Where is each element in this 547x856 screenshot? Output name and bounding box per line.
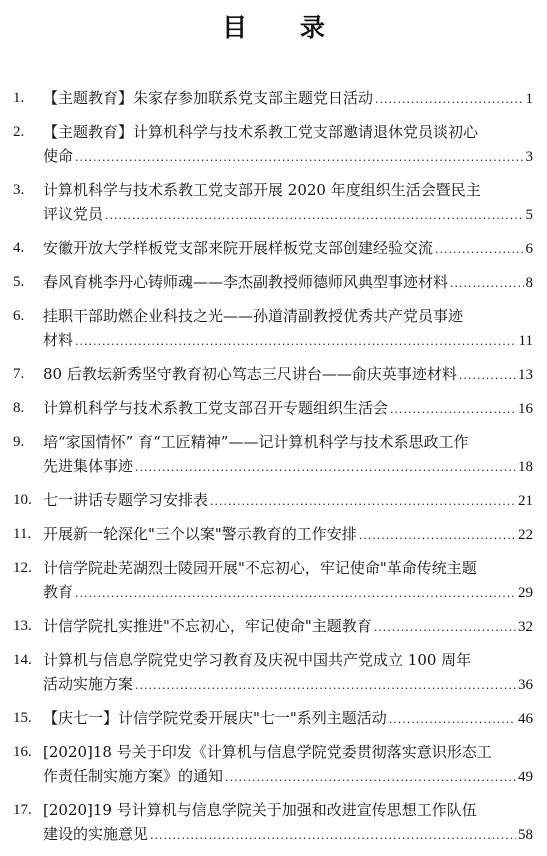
- toc-entry-number: 5.: [13, 274, 25, 290]
- toc-entry-number: 1.: [13, 90, 25, 106]
- toc-entry-last-line: [43, 86, 533, 112]
- toc-entry-number: 11.: [13, 526, 32, 542]
- toc-entry-title-line: [2020]19 号计算机与信息学院关于加强和改进宣传思想工作队伍: [43, 801, 477, 819]
- toc-entry-page-number: 18: [518, 459, 533, 475]
- dot-leader: [75, 330, 517, 354]
- toc-entry-title-line: 教育: [43, 583, 74, 601]
- toc-entry-title-line: 计算机科学与技术系教工党支部开展 2020 年度组织生活会暨民主: [43, 181, 481, 199]
- toc-entry-title-line: 计信学院赴芜湖烈士陵园开展"不忘初心，牢记使命"革命传统主题: [43, 559, 477, 577]
- toc-entry[interactable]: [13, 430, 533, 480]
- toc-entry-title-line: 培“家国情怀” 育“工匠精神”——记计算机科学与技术系思政工作: [43, 433, 469, 451]
- toc-entry-page-number: 29: [518, 585, 533, 601]
- toc-entry-page-number: 58: [518, 827, 533, 843]
- toc-entry-last-line: [43, 672, 533, 698]
- toc-entry-number: 2.: [13, 124, 25, 140]
- toc-entry-page-number: 13: [518, 367, 533, 383]
- toc-entry[interactable]: [13, 556, 533, 606]
- toc-entry-page-number: 49: [518, 769, 533, 785]
- toc-entry-page-number: 32: [518, 619, 533, 635]
- toc-entry[interactable]: [13, 706, 533, 732]
- toc-entry-title-line: 作责任制实施方案》的通知: [43, 767, 224, 785]
- toc-entry-last-line: [43, 396, 533, 422]
- toc-entry-title-line: 材料: [43, 331, 74, 349]
- dot-leader: [389, 708, 516, 732]
- toc-entry-number: 17.: [13, 802, 32, 818]
- toc-entry-page-number: 46: [518, 711, 533, 727]
- toc-entry-number: 3.: [13, 182, 25, 198]
- toc-entry-page-number: 16: [518, 401, 533, 417]
- toc-entry-page-number: 21: [518, 493, 533, 509]
- toc-entry-number: 8.: [13, 400, 25, 416]
- page-title: 目 录: [222, 13, 347, 42]
- toc-entry-title-line: [2020]18 号关于印发《计算机与信息学院党委贯彻落实意识形态工: [43, 743, 492, 761]
- toc-entry-number: 6.: [13, 308, 25, 324]
- dot-leader: [435, 238, 523, 262]
- toc-entry-last-line: [43, 454, 533, 480]
- toc-entry-last-line: [43, 202, 533, 228]
- toc-entry-title-line: 【主题教育】朱家存参加联系党支部主题党日活动: [43, 89, 374, 107]
- toc-entry-last-line: [43, 614, 533, 640]
- toc-entry-last-line: [43, 270, 533, 296]
- dot-leader: [450, 272, 523, 296]
- toc-entry-last-line: [43, 236, 533, 262]
- dot-leader: [375, 88, 523, 112]
- toc-entry-number: 10.: [13, 492, 32, 508]
- toc-entry[interactable]: [13, 304, 533, 354]
- dot-leader: [210, 490, 516, 514]
- dot-leader: [459, 364, 516, 388]
- dot-leader: [359, 524, 516, 548]
- toc-entry-last-line: [43, 706, 533, 732]
- toc-entry-title-line: 计信学院扎实推进"不忘初心，牢记使命"主题教育: [43, 617, 372, 635]
- toc-entry-last-line: [43, 822, 533, 848]
- toc-entry[interactable]: [13, 488, 533, 514]
- toc-entry-number: 12.: [13, 560, 32, 576]
- toc-entry[interactable]: [13, 86, 533, 112]
- toc-entry[interactable]: [13, 648, 533, 698]
- dot-leader: [75, 146, 523, 170]
- toc-entry-page-number: 6: [525, 241, 533, 257]
- toc-entry-title-line: 七一讲话专题学习安排表: [43, 491, 209, 509]
- toc-entry[interactable]: [13, 740, 533, 790]
- dot-leader: [225, 766, 516, 790]
- toc-entry-page-number: 1: [525, 91, 533, 107]
- toc-entry-page-number: 11: [518, 333, 533, 349]
- dot-leader: [105, 204, 523, 228]
- toc-entry-page-number: 3: [525, 149, 533, 165]
- toc-entry-number: 13.: [13, 618, 32, 634]
- toc-entry-title-line: 活动实施方案: [43, 675, 134, 693]
- toc-entry-page-number: 36: [518, 677, 533, 693]
- toc-entry-title-line: 开展新一轮深化"三个以案"警示教育的工作安排: [43, 525, 357, 543]
- toc-entry-title-line: 春风育桃李丹心铸师魂——李杰副教授师德师风典型事迹材料: [43, 273, 449, 291]
- toc-entry-title-line: 使命: [43, 147, 74, 165]
- toc-entry[interactable]: [13, 120, 533, 170]
- toc-entry-last-line: [43, 522, 533, 548]
- toc-entry-page-number: 5: [525, 207, 533, 223]
- toc-entry-title-line: 【主题教育】计算机科学与技术系教工党支部邀请退休党员谈初心: [43, 123, 479, 141]
- toc-entry-page-number: 8: [525, 275, 533, 291]
- toc-entry-number: 9.: [13, 434, 25, 450]
- toc-entry[interactable]: [13, 236, 533, 262]
- toc-entry-number: 16.: [13, 744, 32, 760]
- toc-entry-title-line: 挂职干部助燃企业科技之光——孙道清副教授优秀共产党员事迹: [43, 307, 464, 325]
- toc-entry[interactable]: [13, 614, 533, 640]
- dot-leader: [390, 398, 516, 422]
- dot-leader: [374, 616, 516, 640]
- toc-entry-title-line: 先进集体事迹: [43, 457, 134, 475]
- toc-entry-last-line: [43, 764, 533, 790]
- toc-entry[interactable]: [13, 270, 533, 296]
- toc-entry-page-number: 22: [518, 527, 533, 543]
- dot-leader: [150, 824, 516, 848]
- toc-entry[interactable]: [13, 396, 533, 422]
- toc-entry-number: 15.: [13, 710, 32, 726]
- toc-entry-last-line: [43, 362, 533, 388]
- toc-entry-number: 7.: [13, 366, 25, 382]
- toc-entry[interactable]: [13, 798, 533, 848]
- dot-leader: [135, 456, 516, 480]
- toc-entry-last-line: [43, 328, 533, 354]
- toc-entry[interactable]: [13, 178, 533, 228]
- toc-entry-number: 14.: [13, 652, 32, 668]
- toc-entry-last-line: [43, 488, 533, 514]
- dot-leader: [75, 582, 516, 606]
- toc-list: [13, 86, 533, 856]
- toc-entry-title-line: 计算机与信息学院党史学习教育及庆祝中国共产党成立 100 周年: [43, 651, 472, 669]
- toc-entry-number: 4.: [13, 240, 25, 256]
- toc-entry[interactable]: [13, 522, 533, 548]
- toc-entry-last-line: [43, 580, 533, 606]
- dot-leader: [135, 674, 516, 698]
- toc-entry[interactable]: [13, 362, 533, 388]
- toc-entry-title-line: 安徽开放大学样板党支部来院开展样板党支部创建经验交流: [43, 239, 434, 257]
- toc-entry-title-line: 80 后教坛新秀坚守教育初心笃志三尺讲台——俞庆英事迹材料: [43, 365, 457, 383]
- toc-entry-title-line: 计算机科学与技术系教工党支部召开专题组织生活会: [43, 399, 389, 417]
- toc-entry-title-line: 建设的实施意见: [43, 825, 149, 843]
- toc-entry-last-line: [43, 144, 533, 170]
- toc-entry-title-line: 【庆七一】计信学院党委开展庆"七一"系列主题活动: [43, 709, 387, 727]
- toc-entry-title-line: 评议党员: [43, 205, 104, 223]
